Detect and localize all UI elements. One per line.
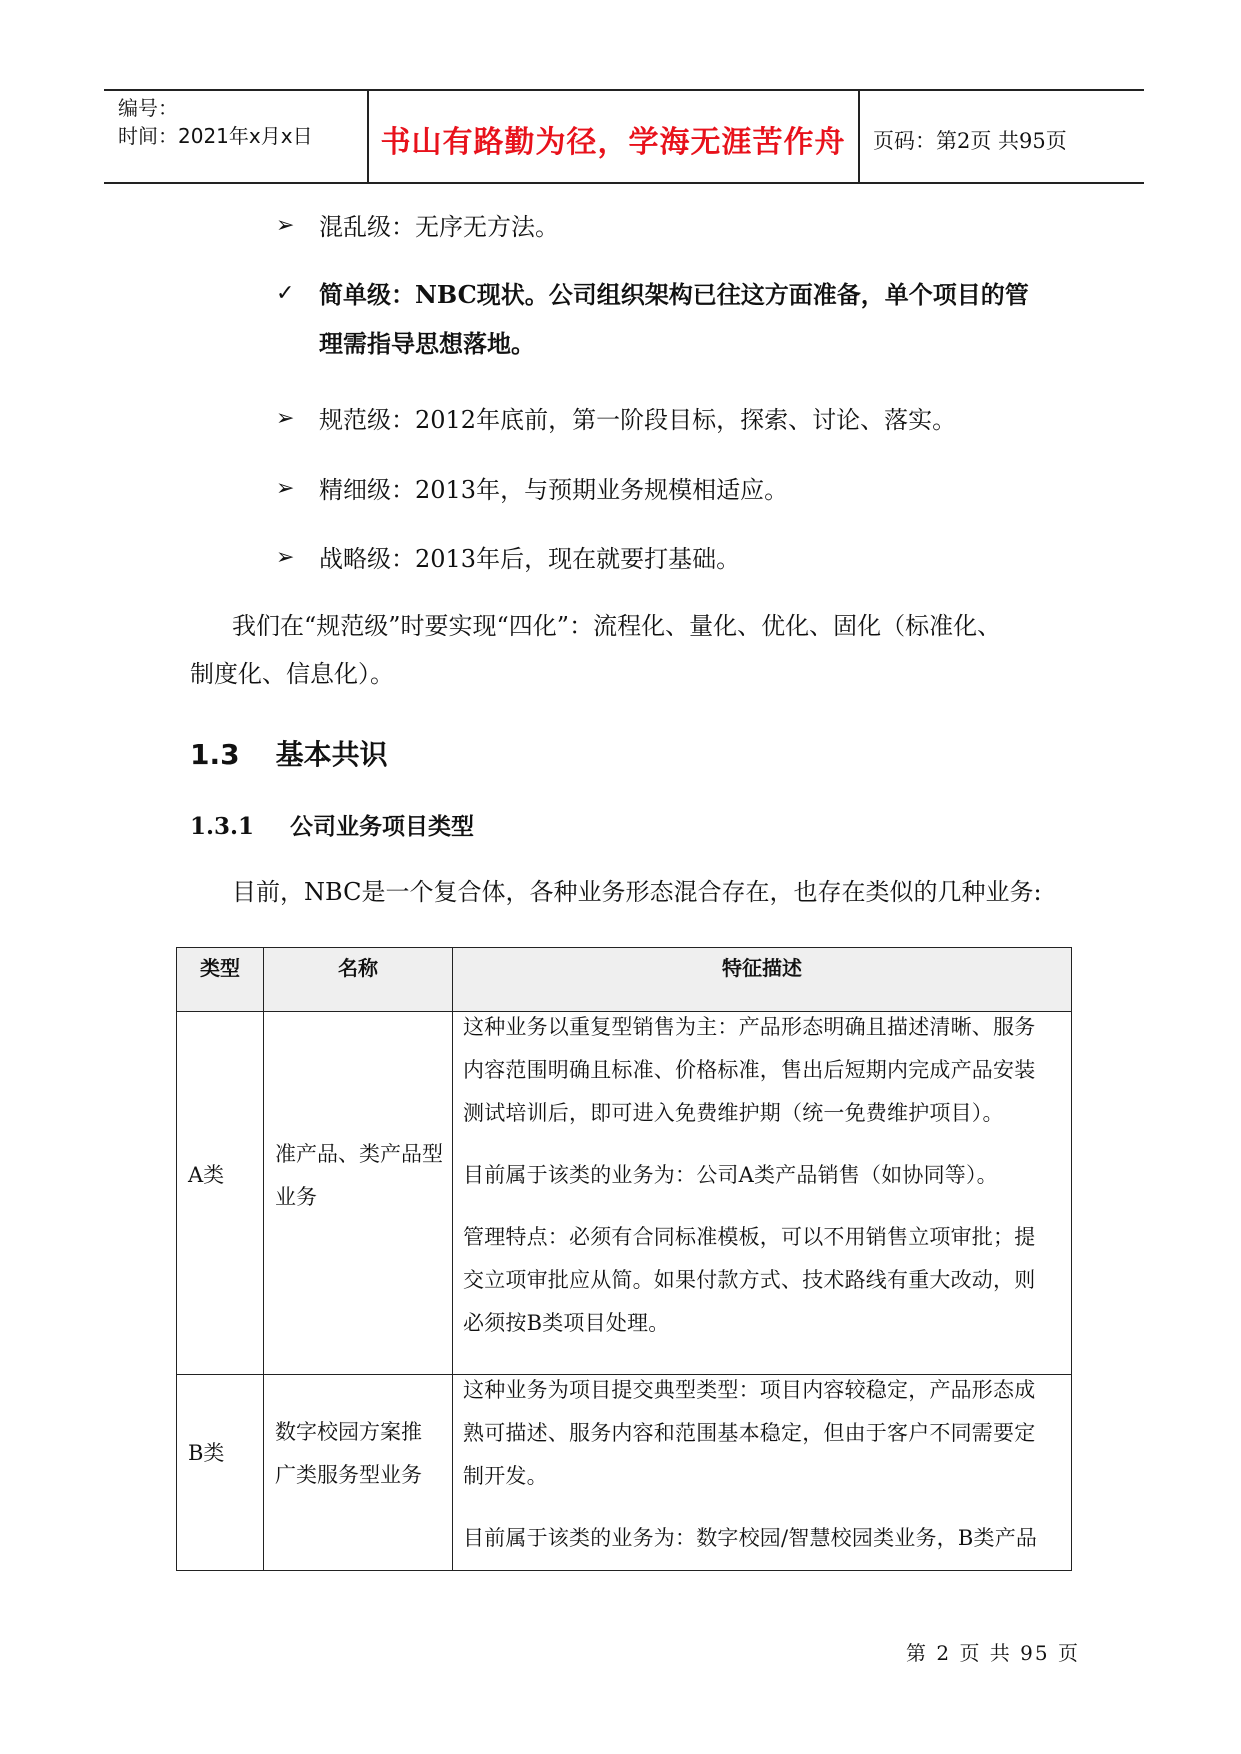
header-time-label: 时间：2021年x月x日 — [118, 124, 313, 148]
subsection-heading — [190, 808, 474, 841]
table-cell-description-line: 目前属于该类的业务为：公司A类产品销售（如协同等）。 — [463, 1163, 998, 1187]
table-header-name: 名称 — [338, 956, 378, 980]
table-cell-name: 准产品、类产品型 — [275, 1142, 443, 1166]
table-cell-type: A类 — [188, 1163, 225, 1187]
header-divider-right — [858, 90, 860, 182]
arrow-bullet-icon: ➢ — [276, 545, 295, 570]
header-top-rule — [104, 89, 1144, 91]
table-cell-description-line: 制开发。 — [463, 1464, 548, 1488]
table-cell-description-line: 测试培训后，即可进入免费维护期（统一免费维护项目）。 — [463, 1101, 1004, 1125]
table-cell-description-line: 必须按B类项目处理。 — [463, 1311, 670, 1335]
table-cell-description-line: 这种业务以重复型销售为主：产品形态明确且描述清晰、服务 — [463, 1015, 1036, 1039]
table-column-divider — [263, 947, 264, 1571]
list-item: 混乱级：无序无方法。 — [319, 213, 559, 241]
checkmark-bullet-icon: ✓ — [276, 281, 295, 306]
table-cell-description-line: 管理特点：必须有合同标准模板，可以不用销售立项审批；提 — [463, 1225, 1036, 1249]
arrow-bullet-icon: ➢ — [276, 213, 295, 238]
header-page-label: 页码：第2页 共95页 — [873, 129, 1067, 153]
table-header-type: 类型 — [200, 956, 240, 980]
table-column-divider — [452, 947, 453, 1571]
table-cell-name: 业务 — [275, 1185, 317, 1209]
section-title: 基本共识 — [275, 738, 388, 771]
table-cell-description-line: 内容范围明确且标准、价格标准，售出后短期内完成产品安装 — [463, 1058, 1036, 1082]
table-cell-name: 广类服务型业务 — [275, 1463, 422, 1487]
list-item: 精细级：2013年，与预期业务规模相适应。 — [319, 476, 789, 504]
subsection-number: 1.3.1 — [190, 813, 255, 840]
table-cell-description-line: 交立项审批应从简。如果付款方式、技术路线有重大改动，则 — [463, 1268, 1036, 1292]
list-item-emphasis-line2: 理需指导思想落地。 — [319, 329, 535, 358]
section-heading — [190, 733, 388, 773]
list-item: 规范级：2012年底前，第一阶段目标，探索、讨论、落实。 — [319, 406, 957, 434]
header-bottom-rule — [104, 182, 1144, 184]
table-header-description: 特征描述 — [722, 956, 802, 980]
paragraph-line: 制度化、信息化）。 — [190, 660, 394, 688]
page-footer: 第 2 页 共 95 页 — [906, 1641, 1080, 1665]
intro-paragraph: 目前，NBC是一个复合体，各种业务形态混合存在，也存在类似的几种业务: — [232, 878, 1042, 906]
header-number-label: 编号： — [118, 96, 178, 120]
table-cell-name: 数字校园方案推 — [275, 1420, 422, 1444]
arrow-bullet-icon: ➢ — [276, 406, 295, 431]
table-cell-type: B类 — [188, 1441, 225, 1465]
table-cell-description-line: 熟可描述、服务内容和范围基本稳定，但由于客户不同需要定 — [463, 1421, 1036, 1445]
paragraph-line: 我们在“规范级”时要实现“四化”：流程化、量化、优化、固化（标准化、 — [232, 612, 1002, 640]
table-cell-description-line: 这种业务为项目提交典型类型：项目内容较稳定，产品形态成 — [463, 1378, 1036, 1402]
arrow-bullet-icon: ➢ — [276, 476, 295, 501]
section-number: 1.3 — [190, 738, 240, 771]
table-cell-description-line: 目前属于该类的业务为：数字校园/智慧校园类业务，B类产品 — [463, 1526, 1038, 1550]
list-item: 战略级：2013年后，现在就要打基础。 — [319, 545, 741, 573]
list-item-emphasis-line1: 简单级：NBC现状。公司组织架构已往这方面准备，单个项目的管 — [319, 280, 1029, 309]
subsection-title: 公司业务项目类型 — [290, 814, 475, 840]
header-divider-left — [367, 90, 369, 182]
header-motto: 书山有路勤为径，学海无涯苦作舟 — [380, 125, 846, 160]
